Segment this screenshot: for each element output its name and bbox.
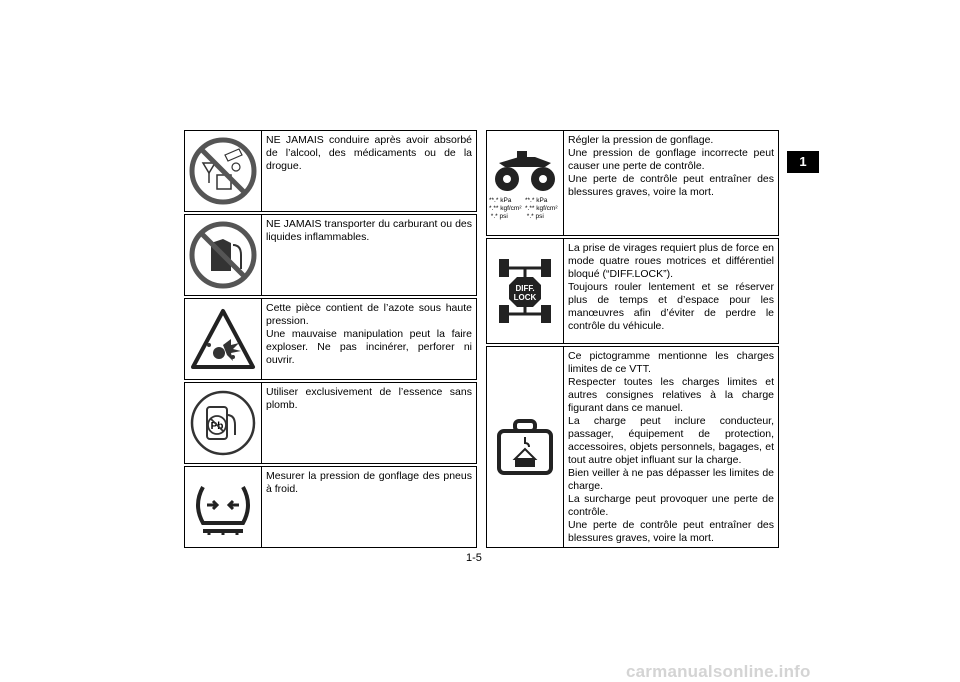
footer-watermark: carmanualsonline.info [626,662,811,681]
unleaded-label: Pb [210,421,224,432]
warning-row-nitrogen [184,298,477,380]
warning-text-cold-tire: Mesurer la pression de gonflage des pneus à froid. [266,470,472,495]
warning-row-load-limit [486,346,779,548]
warning-text-unleaded: Utiliser exclusivement de l’essence sans plomb. [266,386,472,411]
warning-text-nitrogen: Cette pièce contient de l’azote sous haute pression. Une mauvaise manipulation peut la faire exploser. Ne pas incinérer, perforer ni ouvrir. [266,302,472,366]
no-alcohol-drugs-icon [185,131,262,211]
warning-text-tire-pressure: Régler la pression de gonflage. Une pression de gonflage incorrecte peut causer une perte de contrôle. Une perte de contrôle peut entraîner des blessures graves, voire la mort. [568,134,774,198]
diff-lock-icon [487,239,564,343]
warning-row-unleaded [184,382,477,464]
no-fuel-transport-icon [185,215,262,295]
rear-tire-pressure: **.* kPa *.** kgf/cm² *.* psi [525,197,558,220]
warning-row-tire-pressure [486,130,779,236]
chapter-tab: 1 [787,151,819,173]
atv-tire-pressure-icon [487,131,564,235]
svg-text:DIFF.: DIFF. [515,284,535,293]
explosion-warning-icon [185,299,262,379]
svg-text:LOCK: LOCK [513,293,537,302]
warning-row-alcohol [184,130,477,212]
warning-row-diff-lock [486,238,779,344]
page-number: 1-5 [466,552,482,564]
warning-text-load-limit: Ce pictogramme mentionne les charges limites de ce VTT. Respecter toutes les charges limites et autres consignes relatives à la charge figurant dans ce manuel. La charge peut inclure conducteur, passager, équipement de protection, accessoires, objets personnels, bagages, et tout autre objet influant sur la charge. Bien veiller à ne pas dépasser les limites de charge. La surcharge peut provoquer une perte de contrôle. Une perte de contrôle peut entraîner des blessures graves, voire la mort. [568,350,774,544]
warning-row-fuel-transport [184,214,477,296]
warning-row-cold-tire [184,466,477,548]
cold-tire-pressure-icon [185,467,262,547]
warning-text-diff-lock: La prise de virages requiert plus de force en mode quatre roues motrices et différentiel bloqué (“DIFF.LOCK”). Toujours rouler lentement et se réserver plus de temps et d’espace pour les manœuvres afin d’éviter de perdre le contrôle du véhicule. [568,242,774,332]
front-tire-pressure: **.* kPa *.** kgf/cm² *.* psi [489,197,522,220]
warning-text-alcohol: NE JAMAIS conduire après avoir absorbé de l’alcool, des médicaments ou de la drogue. [266,134,472,172]
load-limit-icon [487,347,564,547]
warning-text-fuel-transport: NE JAMAIS transporter du carburant ou des liquides inflammables. [266,218,472,243]
unleaded-fuel-icon [185,383,262,463]
